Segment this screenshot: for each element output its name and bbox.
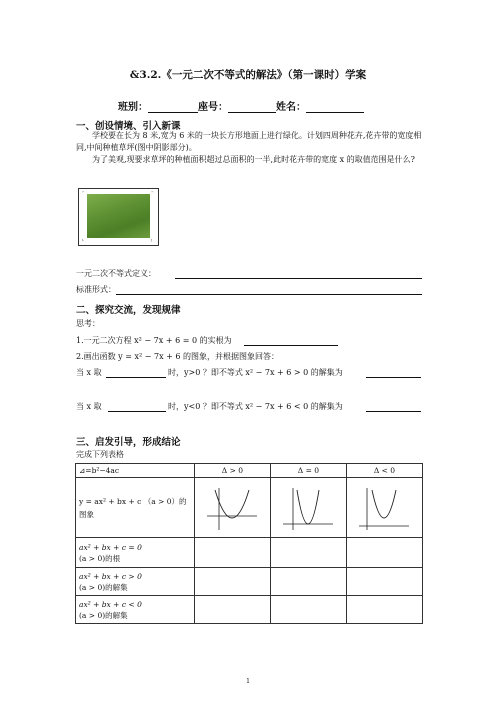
graph-cell-delta-negative[interactable] (346, 478, 422, 538)
section1-heading: 一、创设情境、引入新课 (76, 121, 181, 132)
roots-equation: ax² + bx + c = 0 (79, 542, 142, 552)
student-info (118, 98, 364, 113)
question4-prefix: 当 x 取 (76, 402, 102, 411)
header-cell-delta-negative: Δ < 0 (346, 464, 422, 478)
name-blank[interactable] (306, 102, 364, 113)
question4-range-blank[interactable] (108, 411, 166, 412)
graph-cell-delta-positive[interactable] (194, 478, 270, 538)
row-label-less (76, 596, 195, 624)
question1: 1.一元二次方程 x² − 7x + 6 = 0 的实根为 (76, 336, 232, 345)
lawn-image (87, 194, 150, 238)
table-row-graph (76, 478, 423, 538)
greater-cell-delta-negative[interactable] (346, 568, 422, 596)
less-cell-delta-positive[interactable] (194, 596, 270, 624)
header-cell-discriminant: ⊿=b²−4ac (76, 464, 195, 478)
seat-blank[interactable] (228, 102, 276, 113)
class-blank[interactable] (148, 102, 198, 113)
standard-form-blank[interactable] (116, 294, 422, 295)
question3-prefix: 当 x 取 (76, 368, 102, 377)
row-label-greater (76, 568, 195, 596)
greater-inequality: ax² + bx + c > 0 (79, 571, 142, 581)
question4-text: 时，y<0 ？即不等式 x² − 7x + 6 < 0 的解集为 (168, 402, 343, 411)
parabola-one-root-graph (281, 484, 335, 532)
page-number: 1 (246, 678, 250, 685)
less-condition: (a > 0)的解集 (79, 610, 128, 620)
greater-cell-delta-positive[interactable] (194, 568, 270, 596)
corner-mark: L (82, 238, 84, 242)
parabola-no-root-graph (357, 484, 411, 532)
table-instruction: 完成下列表格 (76, 450, 124, 459)
greater-cell-delta-zero[interactable] (270, 568, 346, 596)
question3-text: 时，y>0 ？即不等式 x² − 7x + 6 > 0 的解集为 (168, 368, 343, 377)
roots-cell-delta-negative[interactable] (346, 538, 422, 568)
definition-label: 一元二次不等式定义： (76, 269, 156, 278)
less-cell-delta-zero[interactable] (270, 596, 346, 624)
table-row-greater (76, 568, 423, 596)
corner-mark: ⌐ (82, 190, 85, 194)
header-cell-delta-zero: Δ = 0 (270, 464, 346, 478)
table-row-roots (76, 538, 423, 568)
less-inequality: ax² + bx + c < 0 (79, 599, 142, 609)
graph-cell-delta-zero[interactable] (270, 478, 346, 538)
question1-blank[interactable] (244, 345, 338, 346)
less-cell-delta-negative[interactable] (346, 596, 422, 624)
parabola-two-roots-graph (205, 484, 259, 532)
question2: 2.画出函数 y = x² − 7x + 6 的图象，并根据图象回答： (76, 352, 280, 361)
name-label: 姓名： (276, 102, 306, 113)
page-title: &3.2.《一元二次不等式的解法》（第一课时）学案 (129, 69, 367, 81)
standard-form-label: 标准形式： (76, 285, 116, 294)
table-row-less (76, 596, 423, 624)
roots-cell-delta-zero[interactable] (270, 538, 346, 568)
roots-condition: (a > 0)的根 (79, 553, 121, 563)
summary-table (75, 463, 423, 624)
think-label: 思考： (76, 319, 100, 328)
question3-solution-blank[interactable] (366, 377, 421, 378)
section1-paragraph2: 为了美观,现要求草坪的种植面积超过总面积的一半,此时花卉带的宽度 x 的取值范围是什么? (92, 155, 415, 164)
roots-cell-delta-positive[interactable] (194, 538, 270, 568)
row-label-roots (76, 538, 195, 568)
section3-heading: 三、启发引导，形成结论 (76, 437, 181, 448)
corner-mark: ¬ (151, 190, 154, 194)
greater-condition: (a > 0)的解集 (79, 582, 128, 592)
table-header-row (76, 464, 423, 478)
question3-range-blank[interactable] (106, 377, 166, 378)
header-cell-delta-positive: Δ > 0 (194, 464, 270, 478)
row-label-graph: y = ax² + bx + c （a > 0）的图象 (76, 478, 195, 538)
section2-heading: 二、探究交流，发现规律 (76, 305, 181, 316)
class-label: 班别： (118, 102, 148, 113)
section1-paragraph1: 学校要在长为 8 米,宽为 6 米的一块长方形地面上进行绿化。计划四周种花卉,花卉带的宽度相同,中间种植草坪(图中阴影部分)。 (76, 131, 422, 152)
definition-blank[interactable] (175, 278, 422, 279)
question4-solution-blank[interactable] (366, 411, 421, 412)
seat-label: 座号： (198, 102, 228, 113)
corner-mark: J (151, 238, 153, 242)
